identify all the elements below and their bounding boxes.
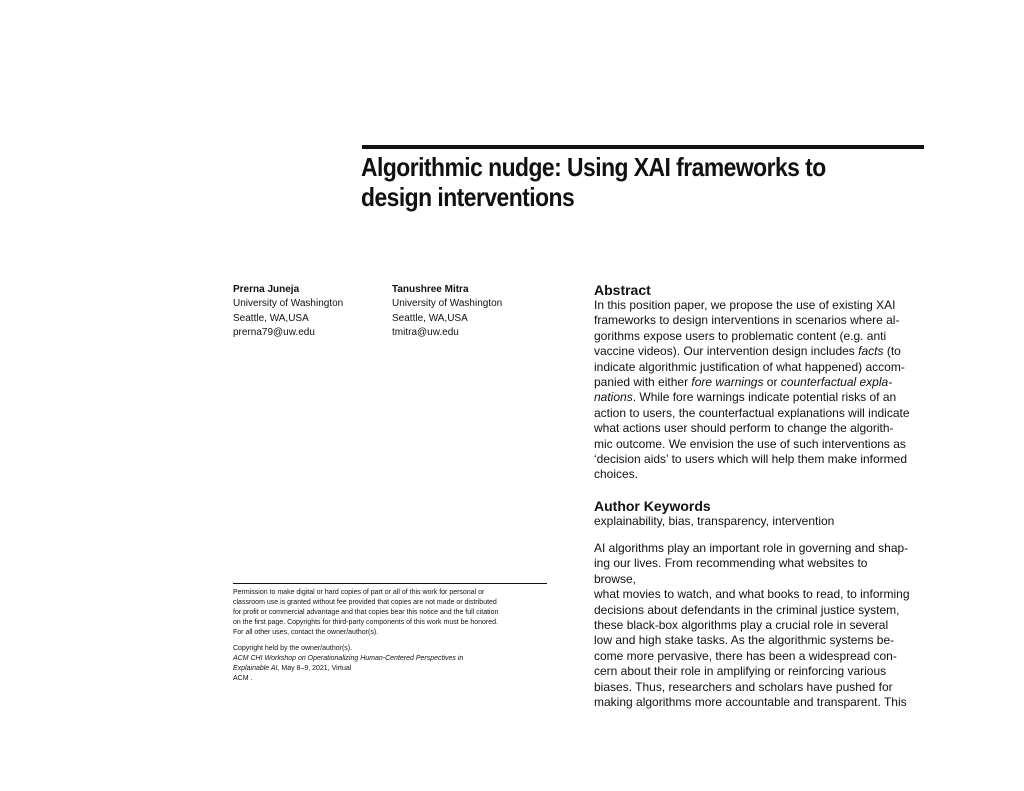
abstract-body: [594, 298, 912, 483]
paper-title: [361, 152, 854, 212]
abstract-section: [594, 282, 912, 483]
copyright-line: Copyright held by the owner/author(s).: [233, 645, 353, 652]
abstract-heading: Abstract: [594, 282, 651, 298]
text-run: In this position paper, we propose the use of existing XAI: [594, 298, 896, 312]
author-block: [392, 283, 502, 341]
author-location: Seattle, WA,USA: [392, 312, 468, 324]
text-run: . While fore warnings indicate potential risks of an: [632, 390, 897, 405]
emphasis-text: counterfactual expla-: [780, 375, 893, 390]
abstract-line: [594, 406, 912, 421]
emphasis-text: fore warnings: [691, 375, 764, 390]
text-run: indicate algorithmic justification of what happened) accom-: [594, 359, 905, 374]
author-name: Tanushree Mitra: [392, 284, 469, 295]
title-line: design interventions: [361, 182, 575, 212]
abstract-line: [594, 360, 912, 375]
intro-line: come more pervasive, there has been a widespread con-: [594, 648, 897, 663]
author-email[interactable]: tmitra@uw.edu: [392, 327, 459, 339]
emphasis-text: nations: [594, 390, 633, 405]
text-run: frameworks to design interventions in scenarios where al-: [594, 313, 900, 328]
introduction-text: [594, 541, 912, 710]
intro-line: making algorithms more accountable and transparent. This: [594, 695, 907, 710]
intro-line: these black-box algorithms play a crucial role in several: [594, 618, 889, 633]
intro-line: what movies to watch, and what books to read, to informing: [594, 587, 910, 602]
abstract-line: [594, 313, 912, 328]
permission-line: Permission to make digital or hard copies of part or all of this work for personal or: [233, 589, 485, 596]
text-run: vaccine videos). Our intervention design includes: [594, 344, 859, 359]
abstract-line: [594, 421, 912, 436]
text-run: gorithms expose users to problematic content (e.g. anti: [594, 328, 887, 343]
keywords-heading: Author Keywords: [594, 498, 711, 514]
intro-line: low and high stake tasks. As the algorithmic systems be-: [594, 633, 895, 648]
text-run: choices.: [594, 467, 639, 482]
permission-notice: [233, 583, 547, 684]
author-location: Seattle, WA,USA: [233, 312, 309, 324]
venue-name: ACM CHI Workshop on Operationalizing Human-Centered Perspectives in: [233, 655, 464, 662]
venue-date: May 8–9, 2021, Virtual: [279, 665, 352, 672]
title-line: Algorithmic nudge: Using XAI frameworks to: [361, 152, 826, 182]
text-run: (to: [883, 344, 901, 359]
abstract-line: [594, 437, 912, 452]
abstract-line: [594, 390, 912, 405]
text-run: action to users, the counterfactual explanations will indicate: [594, 405, 910, 420]
text-run: ‘decision aids’ to users which will help them make informed: [594, 452, 908, 467]
keywords-text: explainability, bias, transparency, intervention: [594, 514, 835, 528]
author-name: Prerna Juneja: [233, 284, 300, 295]
text-run: mic outcome. We envision the use of such interventions as: [594, 436, 906, 451]
venue-name-end: Explainable AI,: [233, 665, 280, 672]
venue-line: [233, 654, 547, 664]
permission-line: on the first page. Copyrights for third-party components of this work must be honored.: [233, 619, 498, 626]
permission-line: For all other uses, contact the owner/author(s).: [233, 629, 379, 636]
author-email[interactable]: prerna79@uw.edu: [233, 327, 315, 339]
text-run: panied with either: [594, 375, 692, 390]
abstract-line: [594, 452, 912, 467]
intro-line: biases. Thus, researchers and scholars have pushed for: [594, 679, 893, 694]
text-run: what actions user should perform to change the algorith-: [594, 421, 894, 436]
abstract-line: [594, 298, 912, 313]
intro-line: AI algorithms play an important role in governing and shap-: [594, 541, 909, 555]
title-rule: [362, 145, 924, 149]
abstract-line: [594, 375, 912, 390]
abstract-line: [594, 467, 912, 482]
abstract-line: [594, 344, 912, 359]
keywords-section: [594, 498, 912, 529]
venue-line: [233, 664, 547, 674]
permission-line: classroom use is granted without fee provided that copies are not made or distributed: [233, 599, 497, 606]
author-affiliation: University of Washington: [233, 298, 344, 310]
intro-line: cern about their role in amplifying or reinforcing various: [594, 664, 887, 679]
intro-line: ing our lives. From recommending what websites to browse,: [594, 556, 868, 586]
intro-line: decisions about defendants in the criminal justice system,: [594, 602, 900, 617]
abstract-line: [594, 329, 912, 344]
author-affiliation: University of Washington: [392, 298, 503, 310]
text-run: or: [763, 375, 781, 390]
acm-line: ACM .: [233, 675, 253, 682]
permission-line: for profit or commercial advantage and that copies bear this notice and the full citation: [233, 609, 499, 616]
emphasis-text: facts: [858, 344, 884, 359]
author-block: [233, 283, 343, 341]
